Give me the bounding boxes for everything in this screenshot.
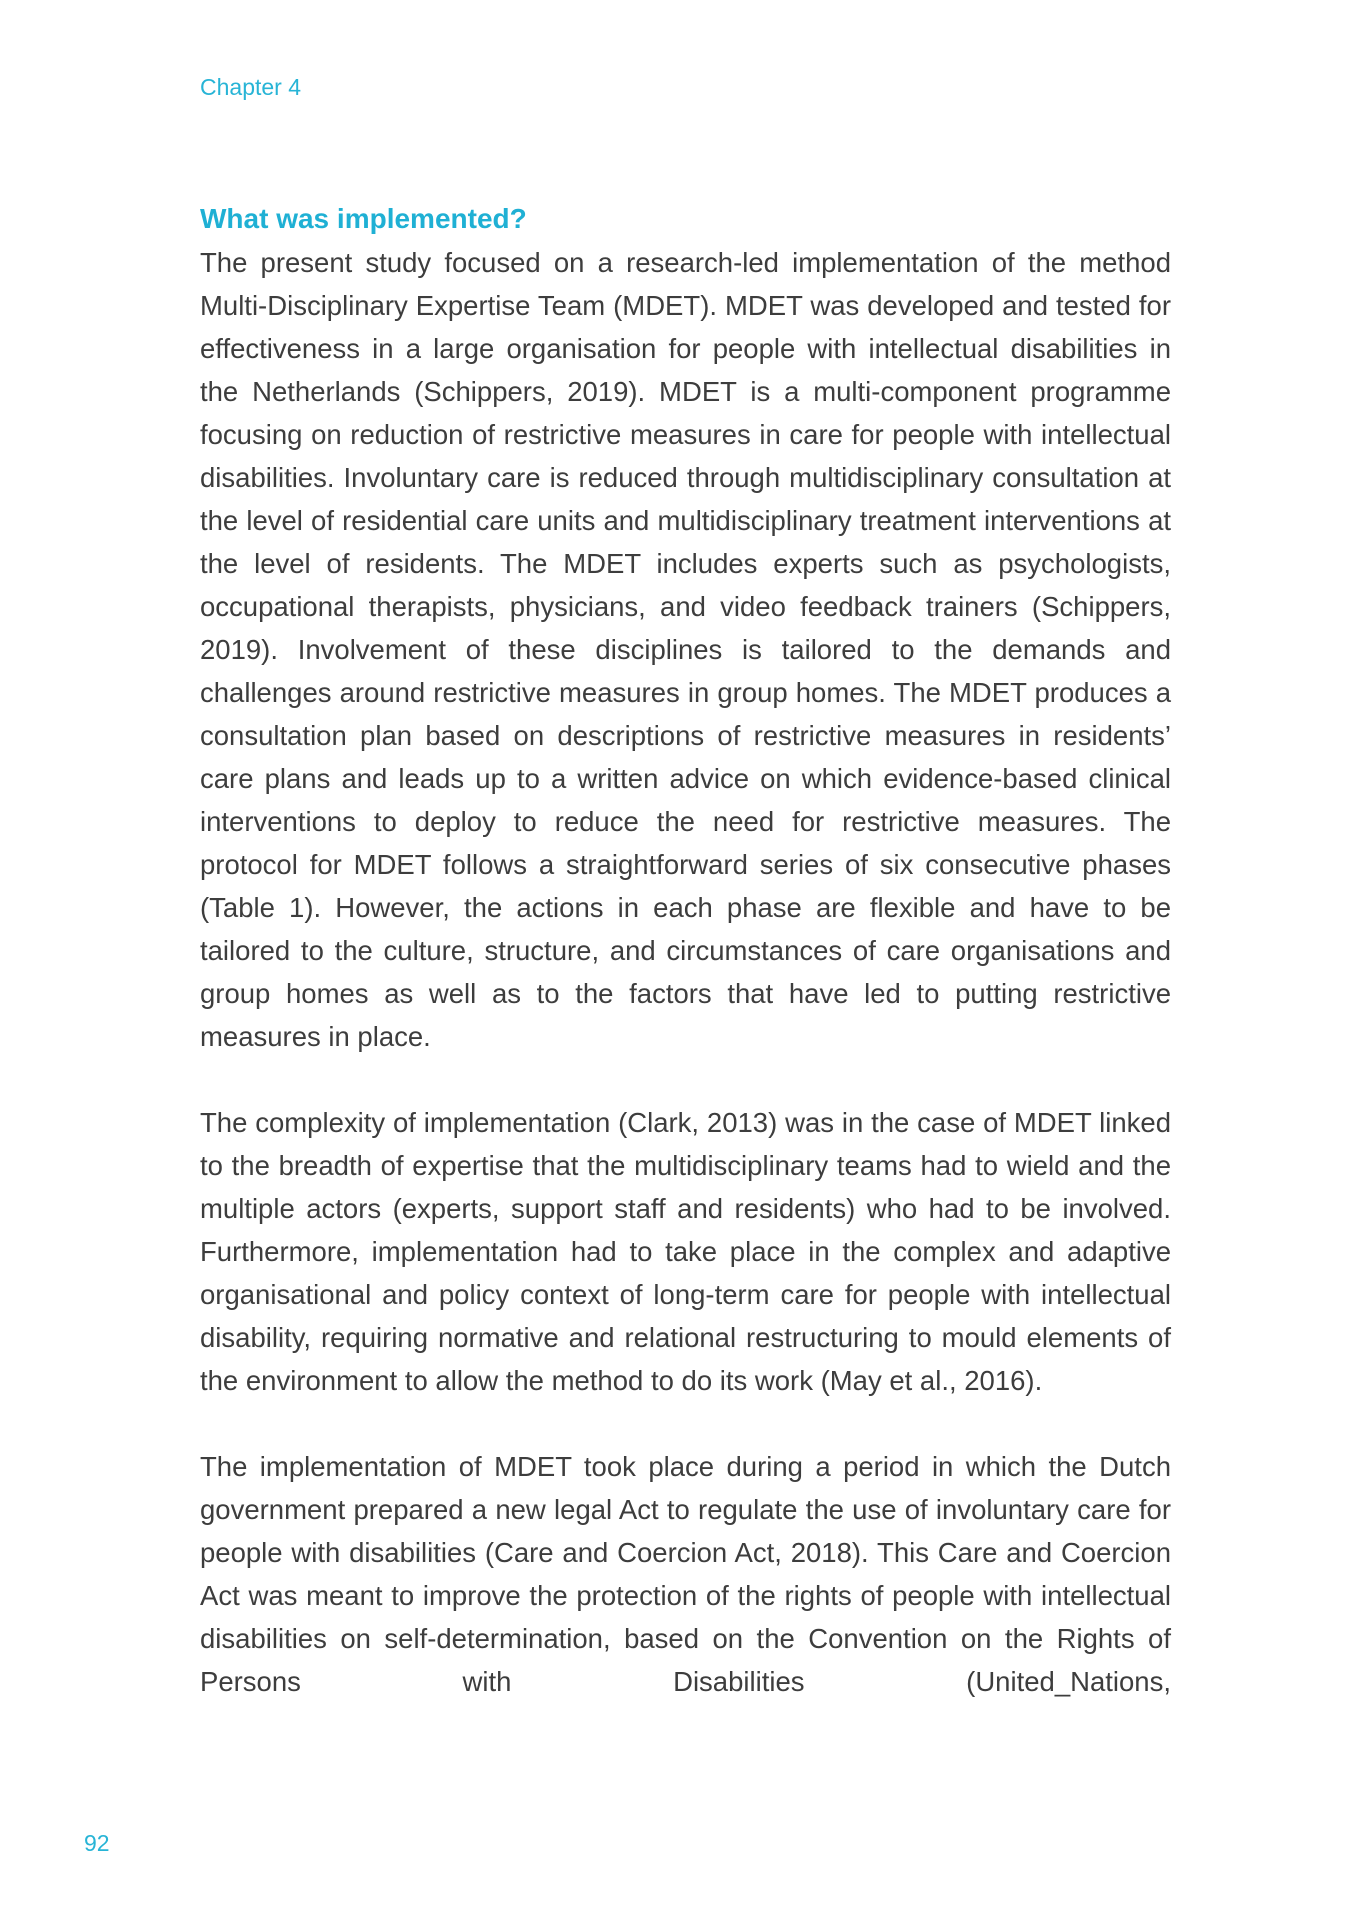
section-heading: What was implemented? [200,203,527,234]
paragraph-implementation-complexity: The complexity of implementation (Clark, 2013) was in the case of MDET linked to the breadth of expertise that the multidisciplinary teams had to wield and the multiple actors (experts, support staff and residents) who had to be involved. Furthermore, implementation had to take place in the complex and adaptive organisational and policy context of long-term care for people with intellectual disability, requiring normative and relational restructuring to mould elements of the environment to allow the method to do its work (May et al., 2016). [200,1107,1171,1396]
page-body [200,197,1171,1703]
paragraph-legal-context: The implementation of MDET took place during a period in which the Dutch government prepared a new legal Act to regulate the use of involuntary care for people with disabilities (Care and Coercion Act, 2018). This Care and Coercion Act was meant to improve the protection of the rights of people with intellectual disabilities on self-determination, based on the Convention on the Rights of Persons with Disabilities (United_Nations, [200,1451,1171,1697]
running-header-chapter: Chapter 4 [200,74,302,100]
page-number: 92 [84,1830,110,1856]
paragraph-mdet-description: The present study focused on a research-led implementation of the method Multi-Disciplinary Expertise Team (MDET). MDET was developed and tested for effectiveness in a large organisation for people with intellectual disabilities in the Netherlands (Schippers, 2019). MDET is a multi-component programme focusing on reduction of restrictive measures in care for people with intellectual disabilities. Involuntary care is reduced through multidisciplinary consultation at the level of residential care units and multidisciplinary treatment interventions at the level of residents. The MDET includes experts such as psychologists, occupational therapists, physicians, and video feedback trainers (Schippers, 2019). Involvement of these disciplines is tailored to the demands and challenges around restrictive measures in group homes. The MDET produces a consultation plan based on descriptions of restrictive measures in residents’ care plans and leads up to a written advice on which evidence-based clinical interventions to deploy to reduce the need for restrictive measures. The protocol for MDET follows a straightforward series of six consecutive phases (Table 1). However, the actions in each phase are flexible and have to be tailored to the culture, structure, and circumstances of care organisations and group homes as well as to the factors that have led to putting restrictive measures in place. [200,247,1171,1052]
